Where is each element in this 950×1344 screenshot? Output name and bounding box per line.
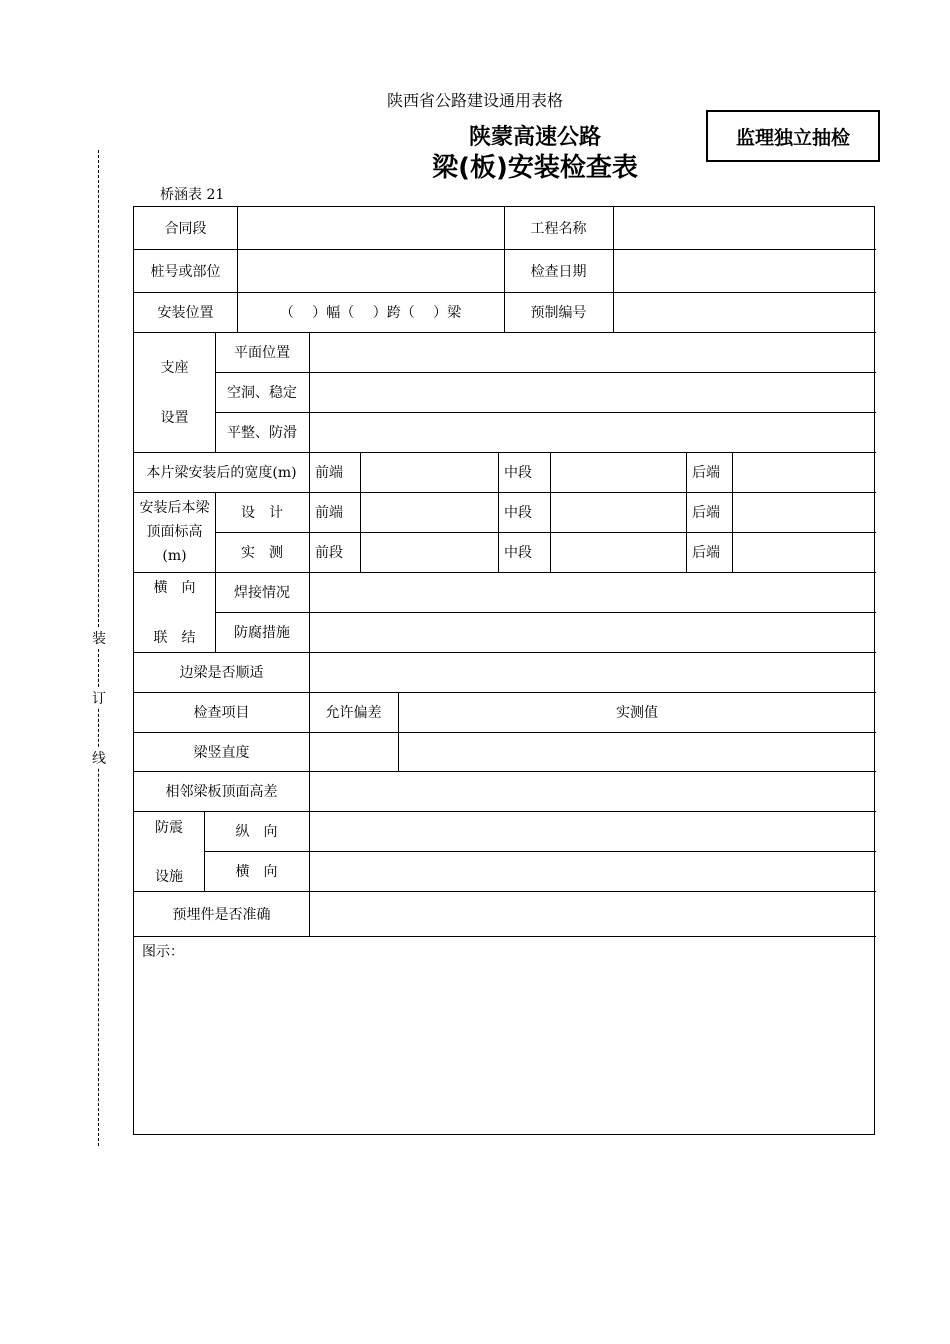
supervision-stamp: 监理独立抽检 — [706, 110, 880, 162]
measured-label: 实 测 — [241, 545, 283, 561]
measured-value-header: 实测值 — [616, 705, 658, 721]
install-position-label: 安装位置 — [157, 305, 214, 321]
front-end-label: 前端 — [315, 505, 343, 521]
welding-label: 焊接情况 — [234, 585, 290, 601]
seismic-label: 防震 — [155, 820, 183, 836]
width-after-label: 本片梁安装后的宽度(m) — [146, 465, 297, 481]
row-divider — [215, 612, 876, 613]
form-code: 桥涵表 21 — [160, 187, 225, 203]
anticorrosion-label: 防腐措施 — [234, 625, 290, 641]
mid-section-label: 中段 — [504, 465, 532, 481]
check-date-label: 检查日期 — [530, 263, 587, 280]
design-label: 设 计 — [241, 505, 283, 521]
binding-char: 装 — [92, 628, 106, 648]
embedded-label: 预埋件是否准确 — [172, 906, 271, 923]
flat-antislip-label: 平整、防滑 — [227, 425, 297, 441]
seismic-label: 设施 — [155, 869, 183, 885]
binding-char: 订 — [92, 688, 106, 708]
row-divider — [215, 412, 876, 413]
check-item-header: 检查项目 — [193, 705, 250, 721]
binding-line — [98, 150, 99, 1146]
install-position-value: （ ）幅（ ）跨（ ）梁 — [279, 305, 462, 321]
row-divider — [215, 372, 876, 373]
document-header: 陕西省公路建设通用表格 — [386, 91, 563, 110]
front-section-label: 前段 — [315, 545, 343, 561]
void-stability-label: 空洞、稳定 — [227, 385, 297, 401]
station-label: 桩号或部位 — [150, 263, 221, 280]
elevation-label: 安装后本梁顶面标高(m) — [139, 500, 210, 564]
rear-end-label: 后端 — [692, 505, 720, 521]
row-divider — [134, 936, 876, 937]
edge-smooth-label: 边梁是否顺适 — [179, 665, 264, 681]
verticality-label: 梁竖直度 — [193, 744, 250, 761]
mid-section-label: 中段 — [504, 545, 532, 561]
support-label: 设置 — [160, 410, 189, 426]
support-label: 支座 — [160, 360, 189, 376]
project-name-label: 工程名称 — [530, 221, 587, 237]
precast-no-label: 预制编号 — [530, 305, 587, 321]
plane-position-label: 平面位置 — [234, 345, 290, 361]
tolerance-header: 允许偏差 — [325, 705, 382, 721]
diagram-label: 图示： — [142, 944, 184, 960]
rear-end-label: 后端 — [692, 545, 720, 561]
transverse-connection-label: 横 向 — [153, 580, 196, 596]
transverse-connection-label: 联 结 — [153, 630, 196, 646]
adjacent-height-label: 相邻梁板顶面高差 — [165, 784, 278, 800]
form-title: 梁(板)安装检查表 — [432, 153, 638, 183]
transverse-label: 横 向 — [235, 864, 278, 880]
contract-label: 合同段 — [164, 221, 207, 237]
project-title: 陕蒙高速公路 — [468, 125, 601, 150]
longitudinal-label: 纵 向 — [235, 824, 278, 840]
rear-end-label: 后端 — [692, 465, 720, 481]
inspection-form-table — [133, 206, 875, 1135]
binding-char: 线 — [92, 748, 106, 768]
front-end-label: 前端 — [315, 465, 343, 481]
mid-section-label: 中段 — [504, 505, 532, 521]
col-divider — [613, 207, 614, 332]
